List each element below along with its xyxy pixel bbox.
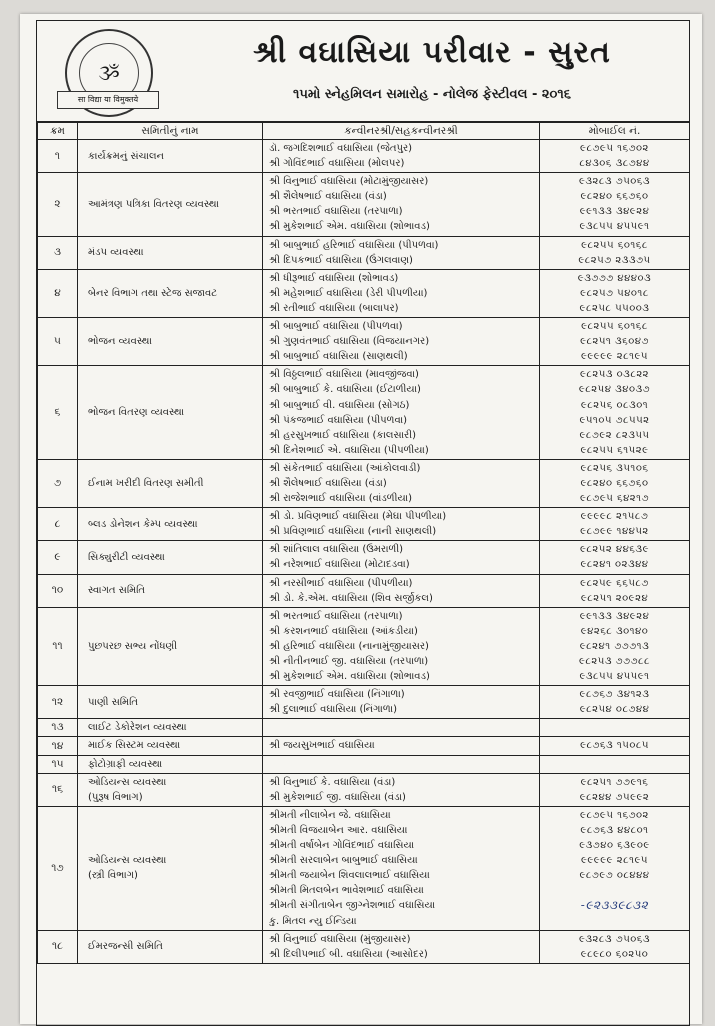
mobile-numbers-line: ૯૮૨૫૩ ૦૩૮૨૨: [579, 369, 650, 381]
mobile-numbers-line: ૯૪૨૬૮ ૩૦૧૪૦: [580, 625, 649, 637]
serial-number: ૬: [38, 366, 78, 460]
mobile-numbers-line: ૯૮૨૫૪ ૩૪૦૩૭: [578, 384, 651, 396]
committee-name-line: બેનર વિભાગ તથા સ્ટેજ સજાવટ: [88, 287, 218, 299]
serial-number: ૧૮: [38, 930, 78, 963]
om-symbol-icon: ૐ: [79, 43, 139, 103]
mobile-numbers-line: ૯૮૨૫૨ ૪૪૬૩૯: [580, 544, 649, 556]
table-row: [38, 737, 690, 755]
convener-names-line: શ્રી વિનુભાઈ વઘાસિયા (મુંજીયાસર): [269, 933, 411, 945]
mobile-numbers-line: [546, 914, 683, 929]
mobile-numbers: [540, 755, 690, 773]
mobile-numbers-line: ૯૮૨૫૫ ૬૦૧૬૮: [581, 321, 648, 333]
mobile-numbers: [540, 719, 690, 737]
mobile-numbers-line: ૯૩૭૪૦ ૬૩૯૦૯: [579, 840, 650, 852]
convener-names-line: શ્રી સંકેતભાઈ વઘાસિયા (આંકોલવાડી): [269, 462, 421, 474]
mobile-numbers: [540, 806, 690, 930]
convener-names: [263, 173, 540, 236]
convener-names-line: શ્રી દિનેશભાઈ એ. વઘાસિયા (પીપળીયા): [269, 444, 429, 456]
mobile-numbers: [540, 269, 690, 317]
mobile-numbers: [540, 236, 690, 269]
committee-name: [78, 930, 263, 963]
convener-names: [263, 806, 540, 930]
mobile-numbers: [540, 459, 690, 507]
convener-names-line: શ્રી હરિભાઈ વઘાસિયા (નાનામુંજીયાસર): [269, 640, 429, 652]
mobile-numbers-line: -૯૨૩૩૯૮૩૨: [580, 898, 649, 913]
convener-names-line: શ્રી બાબુભાઈ વઘાસિયા (સાણથલી): [269, 351, 408, 363]
mobile-numbers-line: ૯૮૨૫૯ ૬૬૫૮૭: [580, 577, 649, 589]
mobile-numbers: [540, 737, 690, 755]
convener-names-line: શ્રી બાબુભાઈ હરિભાઈ વઘાસિયા (પીપળવા): [269, 239, 439, 251]
mobile-numbers-line: ૯૮૨૫૧ ૨૦૯૨૪: [580, 592, 649, 604]
mobile-numbers-line: ૯૮૨૫૬ ૩૫૧૦૬: [580, 462, 649, 474]
serial-number: ૧૬: [38, 773, 78, 806]
mobile-numbers-line: ૯૩૨૮૩ ૭૫૦૬૩: [578, 933, 651, 945]
table-row: [38, 459, 690, 507]
convener-names: [263, 686, 540, 719]
committee-name: [78, 140, 263, 173]
mobile-numbers-line: ૯૯૧૩૩ ૩૪૯૨૪: [579, 610, 650, 622]
mobile-numbers-line: ૯૯૯૯૯ ૨૮૧૯૫: [580, 351, 649, 363]
header: [37, 21, 689, 122]
committee-name-line: ભોજન વ્યવસ્થા: [88, 336, 152, 348]
mobile-numbers-line: ૯૮૨૫૮ ૫૫૦૦૩: [579, 302, 650, 314]
table-row: [38, 719, 690, 737]
convener-names-line: શ્રી રતીભાઈ વઘાસિયા (બાલાપર): [269, 302, 399, 314]
committee-name: [78, 366, 263, 460]
committee-name: [78, 686, 263, 719]
committee-name-line: કાર્યક્રમનું સંચાલન: [88, 150, 165, 162]
page-frame: [36, 20, 690, 1026]
mobile-numbers-line: ૯૮૨૪૦ ૬૬૭૬૦: [580, 477, 649, 489]
convener-names-line: શ્રી બાબુભાઈ કે. વઘાસિયા (ઈટાળીયા): [269, 384, 421, 396]
column-header-committee: સમિતીનું નામ: [78, 123, 263, 140]
convener-names-line: ડૉ. જગદિશભાઈ વઘાસિયા (જેતપુર): [269, 143, 413, 154]
convener-names-line: [269, 720, 533, 735]
table-row: [38, 773, 690, 806]
convener-names-line: શ્રી વિનુભાઈ કે. વઘાસિયા (વંડા): [269, 776, 396, 788]
table-row: [38, 806, 690, 930]
mobile-numbers: [540, 541, 690, 574]
table-row: [38, 508, 690, 541]
convener-names-line: શ્રી હરસુખભાઈ વઘાસિયા (કાલસારી): [269, 429, 416, 441]
mobile-numbers-line: ૯૮૨૪૪ ૭૫૯૯૨: [579, 791, 650, 803]
convener-names: [263, 366, 540, 460]
mobile-numbers: [540, 318, 690, 366]
convener-names-line: શ્રીમતી મિતલબેન ભાવેશભાઈ વઘાસિયા: [269, 885, 424, 897]
committee-name-line: ઈમરજન્સી સમિતિ: [88, 941, 163, 953]
committee-name: [78, 459, 263, 507]
committee-name-line: ભોજન વિતરણ વ્યવસ્થા: [88, 407, 185, 419]
serial-number: ૭: [38, 459, 78, 507]
convener-names: [263, 773, 540, 806]
convener-names-line: શ્રી ગોવિંદભાઈ વઘાસિયા (મોલપર): [269, 158, 405, 170]
convener-names-line: શ્રી ગુણવંતભાઈ વઘાસિયા (વિજયાનગર): [269, 336, 430, 348]
mobile-numbers-line: ૯૮૨૫૭ ૫૪૦૧૮: [580, 287, 649, 299]
table-row: [38, 366, 690, 460]
mobile-numbers-line: ૯૮૨૪૧ ૭૭૭૧૩: [579, 640, 650, 652]
column-header-convener: કન્વીનરશ્રી/સહકન્વીનરશ્રી: [263, 123, 540, 140]
committee-name-line: માઈક સિસ્ટમ વ્યવસ્થા: [88, 740, 181, 752]
convener-names: [263, 574, 540, 607]
convener-names-line: શ્રી વિનુભાઈ વઘાસિયા (મોટામુંજીયાસર): [269, 176, 429, 188]
committee-name-line: સ્વાગત સમિતિ: [88, 585, 146, 597]
mobile-numbers: [540, 607, 690, 685]
logo-ribbon: सा विद्या या विमुक्तये: [57, 91, 159, 109]
convener-names-line: કુ. મિતલ ન્યુ ઈન્ડિયા: [269, 915, 357, 927]
serial-number: ૮: [38, 508, 78, 541]
mobile-numbers-line: ૯૮૭૯૭ ૦૮૪૪૪: [579, 870, 650, 882]
serial-number: ૧૩: [38, 719, 78, 737]
committee-name: [78, 318, 263, 366]
convener-names: [263, 737, 540, 755]
mobile-numbers-line: ૯૩૮૫૫ ૪૫૫૯૧: [579, 671, 650, 683]
mobile-numbers-line: ૯૮૨૫૧ ૩૬૦૪૭: [580, 336, 649, 348]
serial-number: ૧૨: [38, 686, 78, 719]
table-row: [38, 930, 690, 963]
committee-name: [78, 719, 263, 737]
convener-names-line: શ્રીમતી સરલાબેન બાબુભાઈ વઘાસિયા: [269, 855, 418, 867]
table-row: [38, 140, 690, 173]
convener-names: [263, 318, 540, 366]
table-row: [38, 318, 690, 366]
serial-number: ૩: [38, 236, 78, 269]
committee-name: [78, 806, 263, 930]
committee-name-line: સિક્યુરીટી વ્યવસ્થા: [88, 551, 165, 563]
convener-names-line: શ્રી કરશનભાઈ વઘાસિયા (આંકડીયા): [269, 625, 418, 637]
column-header-serial: ક્રમ: [38, 123, 78, 140]
convener-names-line: શ્રીમતી વિજયાબેન આર. વઘાસિયા: [269, 824, 408, 836]
mobile-numbers-line: ૯૮૭૬૩ ૪૪૮૦૧: [580, 824, 649, 836]
committee-name: [78, 541, 263, 574]
convener-names-line: શ્રી શૈલેષભાઈ વઘાસિયા (વંડા): [269, 191, 387, 203]
table-row: [38, 173, 690, 236]
mobile-numbers-line: ૯૮૨૫૧ ૭૭૯૧૬: [580, 776, 649, 788]
convener-names-line: શ્રી મહેશભાઈ વઘાસિયા (ડેરી પીપળીયા): [269, 287, 428, 299]
serial-number: ૫: [38, 318, 78, 366]
mobile-numbers-line: ૯૫૧૦૫ ૭૮૫૫૨: [579, 414, 650, 426]
table-body: [38, 140, 690, 964]
mobile-numbers-line: ૯૯૧૩૩ ૩૪૯૨૪: [579, 206, 650, 218]
committee-name-line: (પુરૂષ વિભાગ): [88, 791, 143, 803]
convener-names-line: શ્રી બાબુભાઈ વઘાસિયા (પીપળવા): [269, 321, 403, 333]
table-header-row: [38, 123, 690, 140]
convener-names-line: શ્રી મુકેશભાઈ જી. વઘાસિયા (વંડા): [269, 791, 406, 803]
convener-names-line: શ્રીમતી નીલાબેન જે. વઘાસિયા: [269, 809, 391, 821]
convener-names-line: શ્રી પંકજભાઈ વઘાસિયા (પીપળવા): [269, 414, 408, 426]
mobile-numbers-line: ૯૮૨૫૫ ૬૦૧૬૮: [581, 239, 648, 251]
mobile-numbers-line: ૯૩૭૭૭ ૪૪૪૦૩: [577, 272, 652, 284]
committee-table: [37, 122, 690, 964]
convener-names: [263, 541, 540, 574]
convener-names-line: શ્રી ડો. પ્રવિણભાઈ વઘાસિયા (મેઘા પીપળીયા): [269, 511, 447, 523]
committee-name-line: (સ્ત્રી વિભાગ): [88, 870, 138, 882]
mobile-numbers: [540, 366, 690, 460]
page-subtitle: ૧૫મો સ્નેહમિલન સમારોહ - નોલેજ ફેસ્ટીવલ - ૨૦૧૬: [292, 87, 571, 102]
convener-names-line: શ્રી બાબુભાઈ વી. વઘાસિયા (સોગઠ): [269, 399, 410, 411]
convener-names-line: શ્રી દિપકભાઈ વઘાસિયા (ઉંગલવાણ): [269, 254, 413, 266]
table-row: [38, 686, 690, 719]
page-title: શ્રી વઘાસિયા પરીવાર - સુરત: [253, 35, 611, 70]
convener-names: [263, 508, 540, 541]
mobile-numbers-line: ૯૮૭૯૫ ૧૬૭૦૨: [580, 143, 649, 154]
committee-name: [78, 607, 263, 685]
committee-name: [78, 269, 263, 317]
committee-name-line: લાઈટ ડેકોરેશન વ્યવસ્થા: [88, 722, 187, 734]
convener-names: [263, 140, 540, 173]
serial-number: ૧૦: [38, 574, 78, 607]
mobile-numbers-line: ૯૮૨૫૪ ૦૮૭૪૪: [579, 704, 650, 716]
convener-names-line: [269, 757, 533, 772]
table-row: [38, 607, 690, 685]
mobile-numbers: [540, 508, 690, 541]
mobile-numbers-line: ૯૮૭૬૭ ૩૪૧૨૩: [579, 689, 650, 701]
mobile-numbers-line: ૯૮૭૬૩ ૧૫૦૮૫: [580, 740, 649, 752]
mobile-numbers: [540, 140, 690, 173]
convener-names: [263, 236, 540, 269]
convener-names-line: શ્રી ભરતભાઈ વઘાસિયા (તરપાળા): [269, 610, 403, 622]
committee-name-line: ફોટોગ્રાફી વ્યવસ્થા: [88, 758, 163, 770]
serial-number: ૪: [38, 269, 78, 317]
table-row: [38, 269, 690, 317]
mobile-numbers-line: ૯૮૯૮૦ ૬૦૨૫૦: [580, 948, 649, 960]
committee-name: [78, 236, 263, 269]
convener-names-line: શ્રી દુલાભાઈ વઘાસિયા (નિંગાળા): [269, 704, 398, 716]
mobile-numbers: [540, 930, 690, 963]
mobile-numbers-line: [546, 757, 683, 772]
committee-name: [78, 773, 263, 806]
convener-names-line: શ્રી ભરતભાઈ વઘાસિયા (તરપાળા): [269, 206, 403, 218]
mobile-numbers: [540, 173, 690, 236]
convener-names-line: શ્રી દિલીપભાઈ બી. વઘાસિયા (આસોદર): [269, 948, 428, 960]
convener-names-line: શ્રી નરસીભાઈ વઘાસિયા (પીપળીયા): [269, 577, 413, 589]
table-row: [38, 755, 690, 773]
convener-names-line: શ્રી રવજીભાઈ વઘાસિયા (નિંગાળા): [269, 689, 405, 701]
mobile-numbers-line: ૯૮૭૯૨ ૮૨૩૫૫: [579, 429, 650, 441]
convener-names-line: શ્રીમતી જયાબેન શિવલાલભાઈ વઘાસિયા: [269, 870, 430, 882]
mobile-numbers-line: ૯૩૮૫૫ ૪૫૫૯૧: [579, 221, 650, 233]
committee-name: [78, 508, 263, 541]
mobile-numbers-line: [546, 720, 683, 735]
mobile-numbers-line: ૯૮૭૯૫ ૧૬૭૦૨: [580, 809, 649, 821]
committee-name-line: મંડપ વ્યવસ્થા: [88, 247, 144, 259]
serial-number: ૧૪: [38, 737, 78, 755]
serial-number: ૨: [38, 173, 78, 236]
convener-names-line: શ્રી જયસુખભાઈ વઘાસિયા: [269, 740, 375, 752]
mobile-numbers-line: ૯૮૨૫૩ ૭૭૭૮૮: [578, 656, 651, 667]
committee-name-line: બ્લડ ડોનેશન કેમ્પ વ્યવસ્થા: [88, 518, 198, 530]
convener-names-line: શ્રી વિઠ્ઠલભાઈ વઘાસિયા (માવજીંજવા): [269, 369, 419, 381]
convener-names-line: શ્રી ધીરૂભાઈ વઘાસિયા (શોભાવડ): [269, 272, 399, 284]
committee-name: [78, 574, 263, 607]
committee-name: [78, 737, 263, 755]
mobile-numbers: [540, 773, 690, 806]
mobile-numbers-line: ૯૯૯૯૯ ૨૮૧૯૫: [580, 855, 649, 867]
table-row: [38, 541, 690, 574]
committee-name-line: પાણી સમિતિ: [88, 696, 139, 708]
convener-names: [263, 930, 540, 963]
serial-number: ૧: [38, 140, 78, 173]
mobile-numbers: [540, 574, 690, 607]
serial-number: ૧૭: [38, 806, 78, 930]
mobile-numbers-line: ૮૪૩૦૬ ૩૮૭૪૪: [579, 158, 650, 170]
committee-name-line: ઓડિયન્સ વ્યવસ્થા: [88, 776, 167, 788]
mobile-numbers-line: ૯૩૨૮૩ ૭૫૦૬૩: [578, 176, 651, 188]
mobile-numbers-line: ૯૮૨૪૧ ૦૨૩૪૪: [580, 559, 649, 571]
convener-names-line: શ્રી ડો. કે.એમ. વઘાસિયા (શિવ સર્જીકલ): [269, 592, 433, 604]
committee-name: [78, 755, 263, 773]
convener-names-line: શ્રી શૈલેષભાઈ વઘાસિયા (વંડા): [269, 477, 387, 489]
convener-names-line: શ્રી મુકેશભાઈ એમ. વઘાસિયા (શોભાવડ): [269, 671, 430, 683]
table-row: [38, 236, 690, 269]
convener-names-line: શ્રી નીતીનભાઈ જી. વઘાસિયા (તરપાળા): [269, 656, 429, 667]
convener-names-line: શ્રી શાંતિલાલ વઘાસિયા (ઉમરાળી): [269, 544, 404, 556]
convener-names: [263, 607, 540, 685]
committee-name-line: આમંત્રણ પત્રિકા વિતરણ વ્યવસ્થા: [88, 198, 219, 210]
convener-names-line: શ્રીમતી સંગીતાબેન જીગ્નેશભાઈ વઘાસિયા: [269, 900, 436, 912]
convener-names: [263, 269, 540, 317]
mobile-numbers-line: ૯૮૭૯૯ ૧૪૪૫૨: [580, 526, 649, 538]
serial-number: ૯: [38, 541, 78, 574]
mobile-numbers-line: ૯૮૨૫૬ ૦૮૩૦૧: [580, 399, 649, 411]
convener-names-line: શ્રીમતી વર્ષાબેન ગોવિંદભાઈ વઘાસિયા: [269, 840, 415, 852]
mobile-numbers-line: ૯૮૨૪૦ ૬૬૭૬૦: [580, 191, 649, 203]
convener-names: [263, 719, 540, 737]
mobile-numbers-line: ૯૮૭૯૫ ૬૪૨૧૭: [579, 493, 650, 505]
column-header-mobile: મોબાઈલ નં.: [540, 123, 690, 140]
committee-name-line: ઓડિયન્સ વ્યવસ્થા: [88, 855, 167, 867]
convener-names-line: શ્રી રાજેશભાઈ વઘાસિયા (વાંડળીયા): [269, 493, 412, 505]
serial-number: ૧૫: [38, 755, 78, 773]
document-sheet: [20, 14, 702, 1024]
convener-names-line: શ્રી પ્રવિણભાઈ વઘાસિયા (નાની સાણથલી): [269, 526, 437, 538]
serial-number: ૧૧: [38, 607, 78, 685]
convener-names: [263, 755, 540, 773]
mobile-numbers-line: ૯૮૨૫૭ ૨૩૩૭૫: [578, 254, 651, 266]
table-row: [38, 574, 690, 607]
convener-names: [263, 459, 540, 507]
committee-name-line: પુછપરછ સભ્ય નોંધણી: [88, 640, 178, 652]
committee-name: [78, 173, 263, 236]
convener-names-line: શ્રી મુકેશભાઈ એમ. વઘાસિયા (શોભાવડ): [269, 221, 430, 233]
mobile-numbers-line: ૯૯૯૯૮ ૨૧૫૮૭: [580, 511, 649, 523]
mobile-numbers-line: ૯૮૨૫૫ ૬૧૫૨૯: [580, 444, 649, 456]
committee-name-line: ઈનામ ખરીદી વિતરણ સમીતી: [88, 477, 204, 489]
convener-names-line: શ્રી નરેશભાઈ વઘાસિયા (મોટાદડવા): [269, 559, 410, 571]
mobile-numbers: [540, 686, 690, 719]
mobile-numbers-line: [546, 883, 683, 898]
